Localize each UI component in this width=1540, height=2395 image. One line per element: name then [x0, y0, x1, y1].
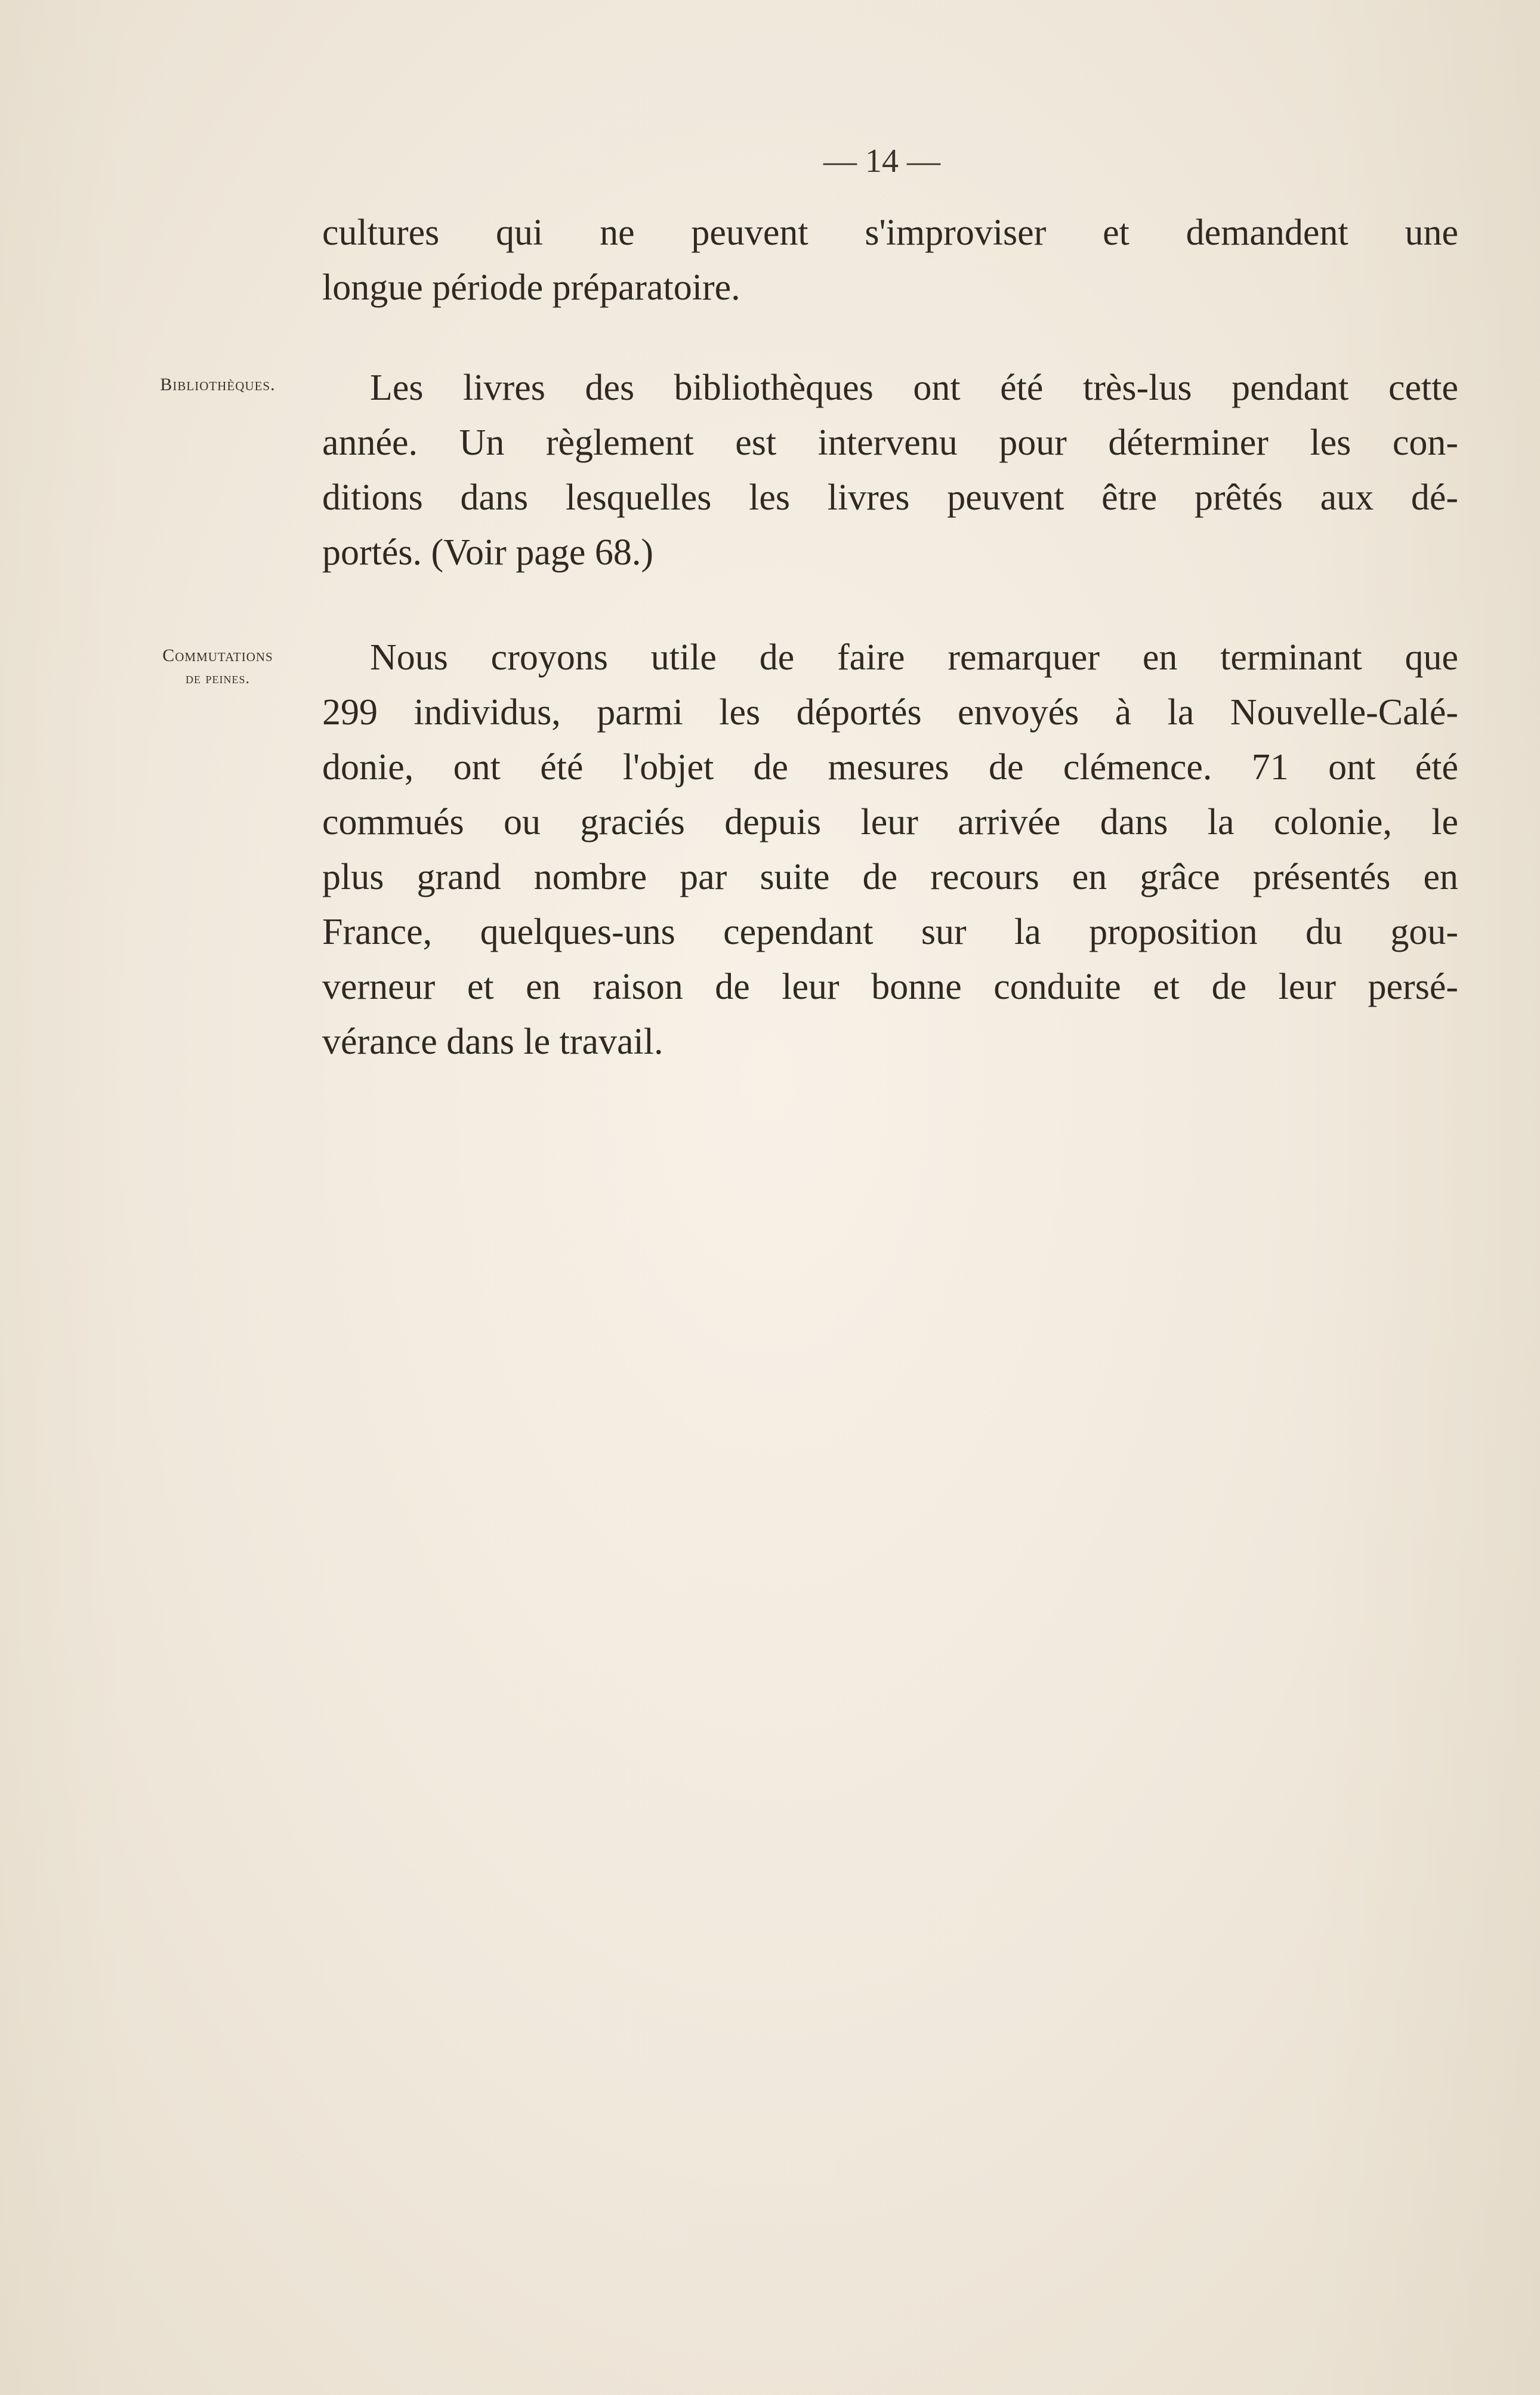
margin-note-commutations	[122, 644, 313, 690]
paragraph-line: commués ou graciés depuis leur arrivée dans la colonie, le	[322, 802, 1458, 842]
paragraph-line: longue période préparatoire.	[322, 267, 740, 308]
paragraph-line: année. Un règlement est intervenu pour déterminer les con-	[322, 422, 1458, 463]
paragraph-line: donie, ont été l'objet de mesures de clémence. 71 ont été	[322, 747, 1458, 788]
paragraph-line: Nous croyons utile de faire remarquer en terminant que	[370, 637, 1458, 678]
margin-note-commutations-line1: Commutations	[162, 646, 273, 665]
margin-note-bibliotheques-text: Bibliothèques.	[160, 375, 276, 394]
margin-note-bibliotheques	[119, 375, 316, 395]
paragraph-line: 299 individus, parmi les déportés envoyés à la Nouvelle-Calé-	[322, 692, 1458, 733]
paragraph-line: plus grand nombre par suite de recours en grâce présentés en	[322, 857, 1458, 897]
paragraph-line: Les livres des bibliothèques ont été très-lus pendant cette	[370, 368, 1458, 408]
paragraph-line: France, quelques-uns cependant sur la proposition du gou-	[322, 912, 1458, 952]
page-number: — 14 —	[823, 143, 940, 180]
paragraph-cultures	[322, 205, 1458, 315]
margin-note-commutations-line2: de peines.	[186, 669, 250, 687]
paragraph-line: cultures qui ne peuvent s'improviser et demandent une	[322, 212, 1458, 253]
paragraph-line: portés. (Voir page 68.)	[322, 532, 654, 573]
paragraph-line: ditions dans lesquelles les livres peuvent être prêtés aux dé-	[322, 477, 1458, 518]
paragraph-line: vérance dans le travail.	[322, 1021, 663, 1062]
paragraph-commutations	[322, 630, 1458, 1069]
paragraph-line: verneur et en raison de leur bonne conduite et de leur persé-	[322, 967, 1458, 1007]
paragraph-bibliotheques	[322, 360, 1458, 580]
